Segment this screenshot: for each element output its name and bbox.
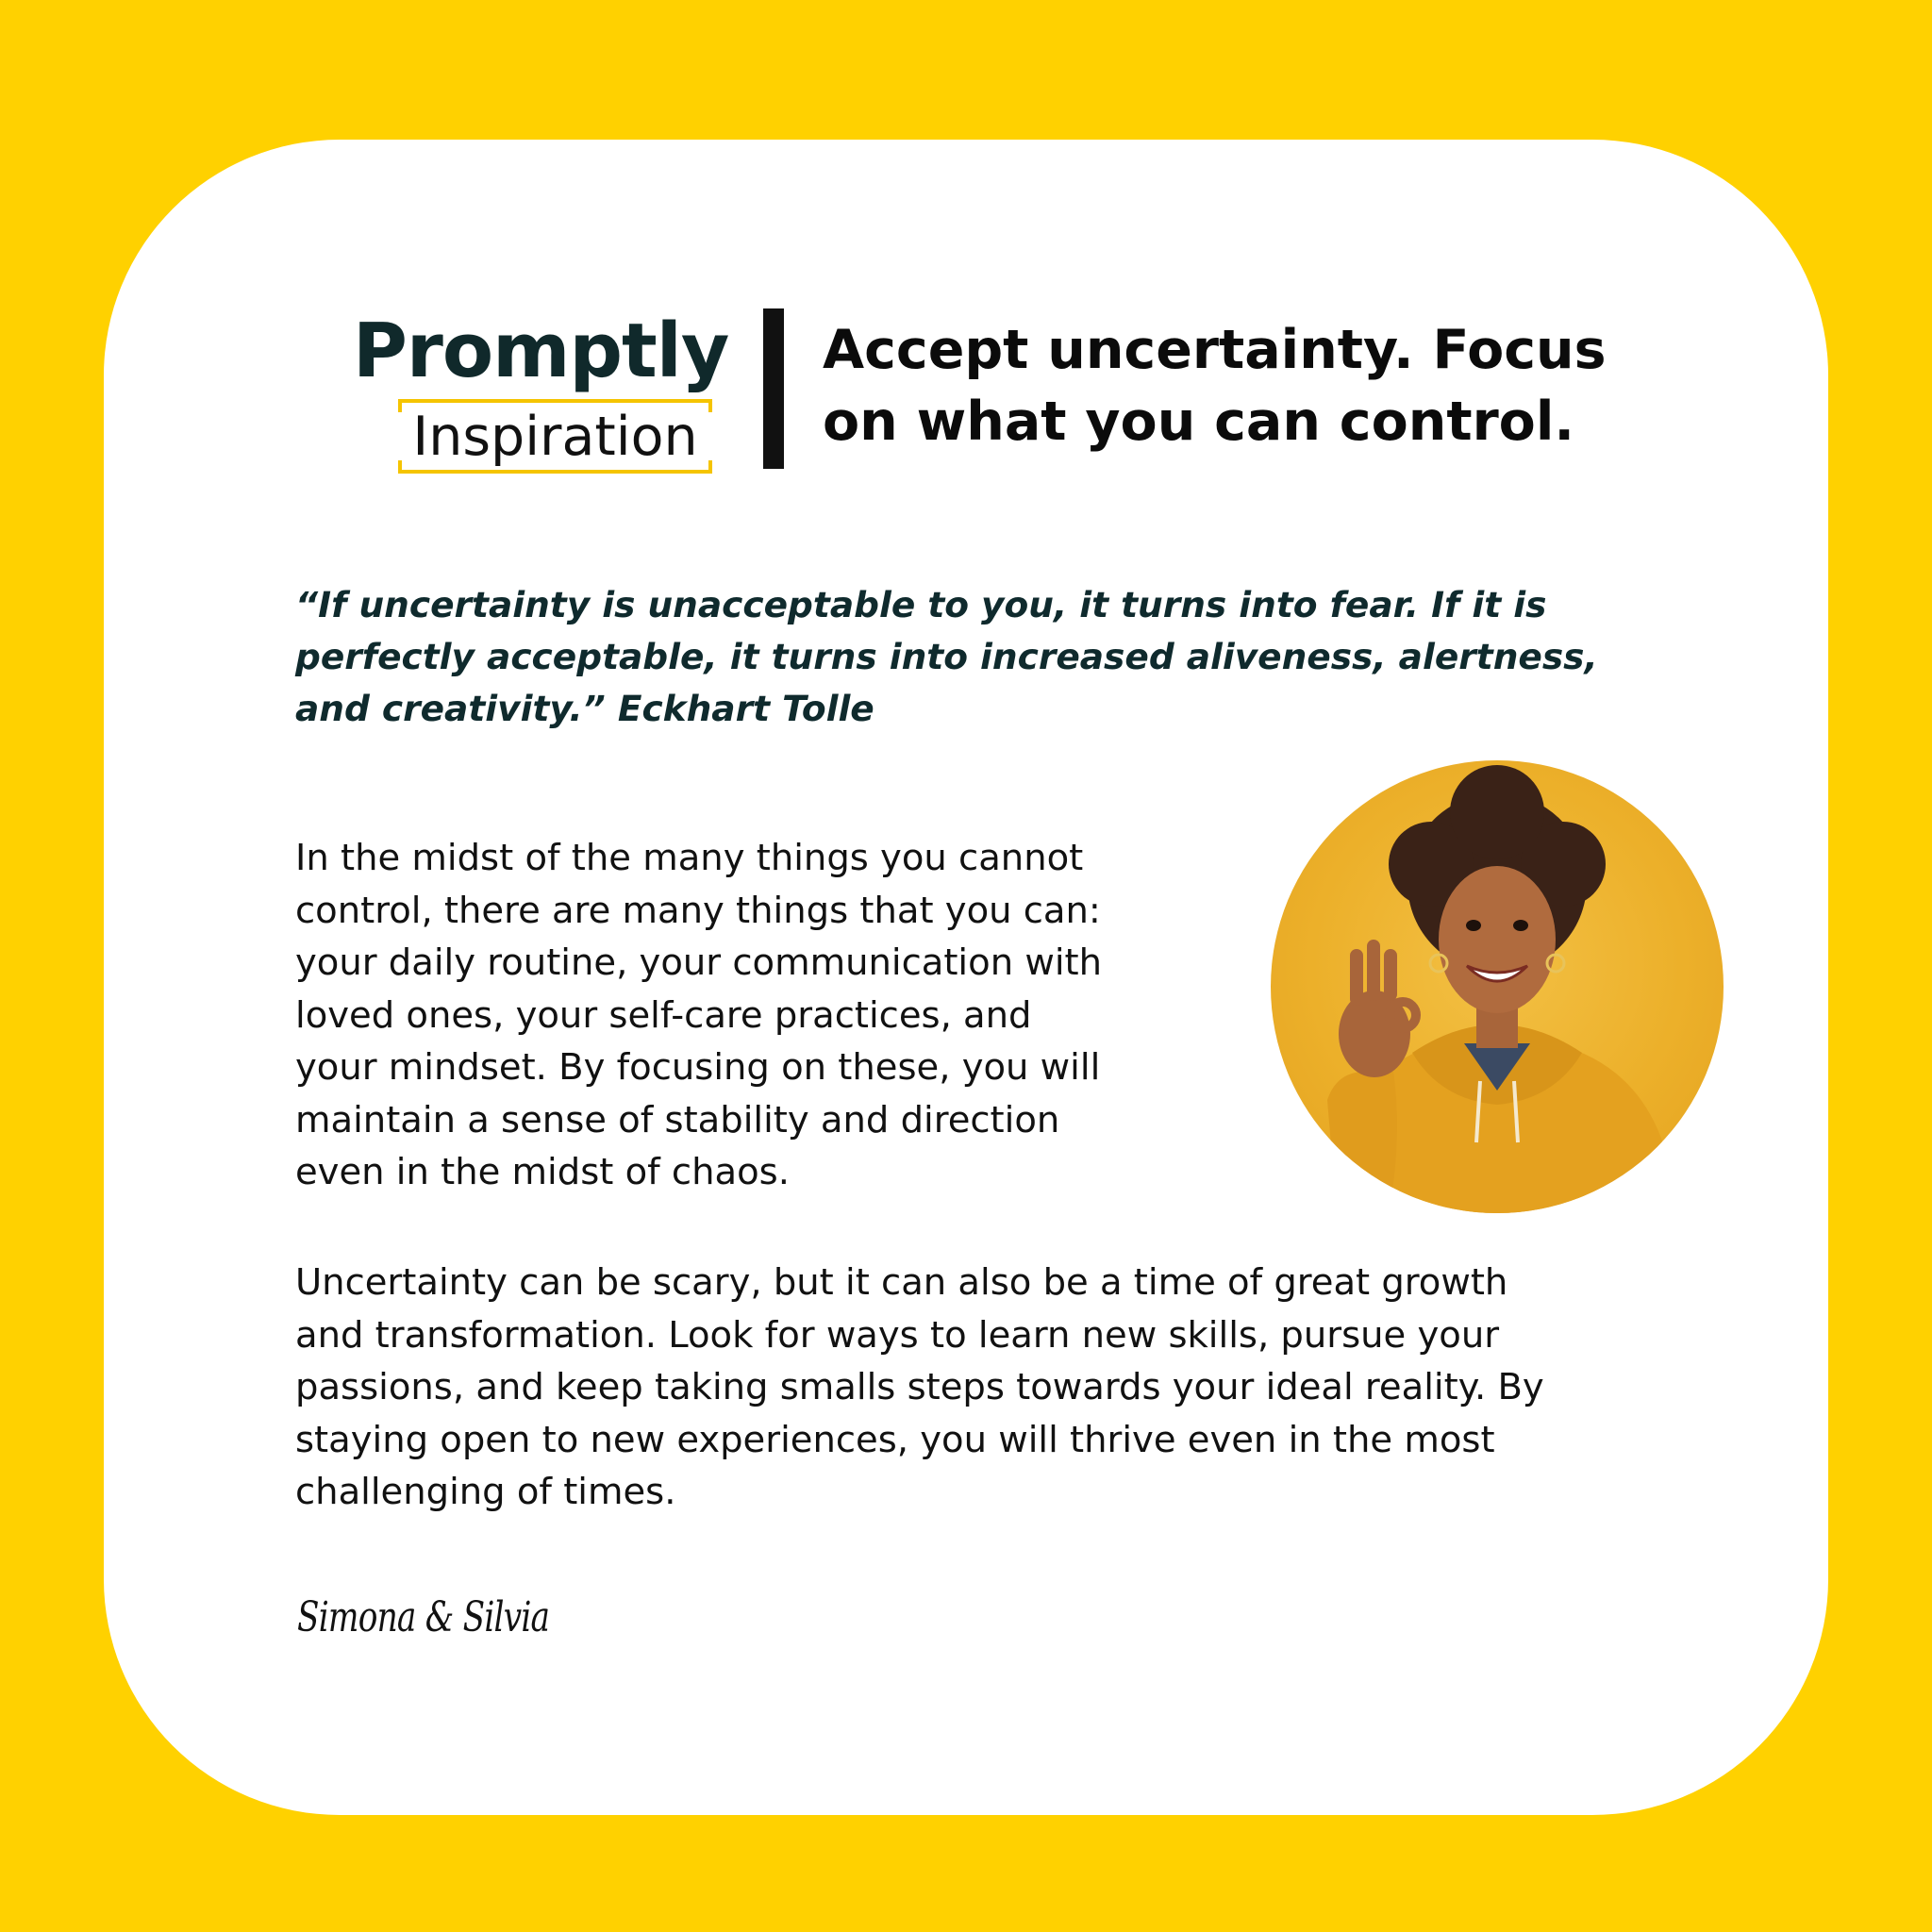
signature: Simona & Silvia <box>297 1593 550 1641</box>
quote-line: and creativity.” Eckhart Tolle <box>295 688 874 729</box>
finger <box>1367 940 1380 1001</box>
paragraph-1 <box>295 832 1239 1199</box>
headline <box>823 314 1775 458</box>
eye <box>1513 920 1528 931</box>
paragraph-line: staying open to new experiences, you will thrive even in the most <box>295 1418 1495 1461</box>
paragraph-line: maintain a sense of stability and direction <box>295 1098 1060 1141</box>
header-divider <box>763 308 784 469</box>
quote <box>295 579 1663 735</box>
headline-line: Accept uncertainty. Focus <box>823 319 1607 381</box>
headline-line: on what you can control. <box>823 391 1575 453</box>
hair-curl <box>1450 765 1544 859</box>
paragraph-line: Uncertainty can be scary, but it can also be a time of great growth <box>295 1261 1508 1304</box>
quote-line: perfectly acceptable, it turns into increased aliveness, alertness, <box>295 636 1598 677</box>
quote-line: “If uncertainty is unacceptable to you, it turns into fear. If it is <box>295 584 1547 625</box>
brand-subtitle: Inspiration <box>412 406 698 468</box>
paragraph-line: and transformation. Look for ways to learn new skills, pursue your <box>295 1313 1500 1357</box>
portrait-photo <box>1271 760 1724 1213</box>
finger <box>1384 949 1397 1001</box>
eye <box>1466 920 1481 931</box>
paragraph-line: passions, and keep taking smalls steps towards your ideal reality. By <box>295 1366 1544 1408</box>
paragraph-line: your daily routine, your communication with <box>295 941 1103 984</box>
finger <box>1350 949 1363 1006</box>
brand-title: Promptly <box>353 308 729 394</box>
face <box>1439 866 1556 1013</box>
paragraph-line: challenging of times. <box>295 1471 676 1513</box>
portrait-illustration <box>1271 760 1724 1213</box>
paragraph-line: control, there are many things that you can: <box>295 889 1101 932</box>
paragraph-line: In the midst of the many things you cannot <box>295 837 1084 879</box>
paragraph-line: loved ones, your self-care practices, and <box>295 993 1032 1037</box>
paragraph-line: even in the midst of chaos. <box>295 1151 790 1193</box>
paragraph-2 <box>295 1257 1710 1519</box>
paragraph-line: your mindset. By focusing on these, you will <box>295 1046 1101 1089</box>
